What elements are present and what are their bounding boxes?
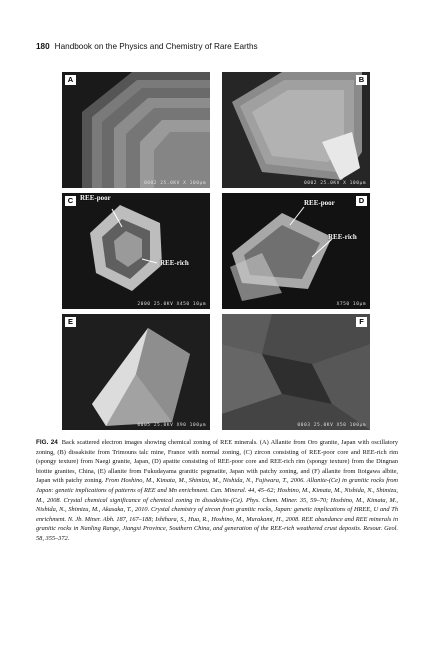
scale-bar-text: 0002 25.0KV X 100µm bbox=[303, 181, 366, 186]
panel-label: E bbox=[65, 317, 76, 327]
panel-e-micrograph bbox=[62, 314, 210, 430]
panel-b-micrograph bbox=[222, 72, 370, 188]
panel-d-image bbox=[222, 193, 370, 309]
running-header bbox=[36, 42, 396, 51]
caption-text: Back scattered electron images showing chemical zoning of REE minerals. (A) Allanite from Oro granite, Japan with oscillatory zoning, (B) dissakisite from Trimouns talc mine, France with normal zoning, (C) zircon consisting of REE-poor core and REE-rich rim (spongy texture) from Naegi granite, Japan, (D) apatite consisting of REE-poor core and REE-rich rim (spongy texture) from the Dingnan biotite granites, China, (E) allanite from Fukudayama granitic pegmatite, Japan with patchy zoning, and (F) allanite from Itoigawa albite, Japan with patchy zoning. bbox=[36, 439, 399, 485]
panel-label: F bbox=[356, 317, 367, 327]
scale-bar-text: 0002 25.0KV X 100µm bbox=[143, 181, 206, 186]
scale-bar-text: 0005 25.0KV X90 100µm bbox=[137, 423, 206, 428]
panel-f-image bbox=[222, 314, 370, 430]
annotation-ree-poor: REE-poor bbox=[80, 194, 111, 202]
annotation-ree-poor: REE-poor bbox=[304, 199, 335, 207]
panel-label: A bbox=[65, 75, 76, 85]
panel-f-micrograph bbox=[222, 314, 370, 430]
scale-bar-text: X750 10µm bbox=[336, 302, 366, 307]
panel-b-image bbox=[222, 72, 370, 188]
figure-label: FIG. 24 bbox=[36, 439, 58, 446]
panel-c-image bbox=[62, 193, 210, 309]
annotation-ree-rich: REE-rich bbox=[328, 233, 357, 241]
scale-bar-text: 0003 25.0KV X50 100µm bbox=[297, 423, 366, 428]
panel-a-image bbox=[62, 72, 210, 188]
scale-bar-text: 2000 25.0KV X450 10µm bbox=[137, 302, 206, 307]
annotation-ree-rich: REE-rich bbox=[160, 259, 189, 267]
panel-label: B bbox=[356, 75, 367, 85]
panel-c-micrograph bbox=[62, 193, 210, 309]
page-number: 180 bbox=[36, 42, 50, 51]
panel-label: D bbox=[356, 196, 367, 206]
panel-d-micrograph bbox=[222, 193, 370, 309]
panel-label: C bbox=[65, 196, 76, 206]
figure-caption bbox=[36, 438, 398, 544]
panel-a-micrograph bbox=[62, 72, 210, 188]
caption-references: From Hoshino, M., Kimata, M., Shimizu, M., Nishida, N., Fujiwara, T., 2006. Allanite-(Ce) in granitic rocks from Japan: genetic implications of patterns of REE and Mn enrichment. Can. Mineral. 44, 45–62; Hoshino, M., Kimata, M., Nishida, N., Shimizu, M., 2008. Crystal chemical significance of chemical zoning in dissakisite-(Ce). Phys. Chem. Miner. 35, 59–70; Hoshino, M., Kimata, M., Nishida, N., Shimizu, M., Akasaka, T., 2010. Crystal chemistry of zircon from granitic rocks, Japan: genetic implications of HREE, U and Th enrichment. N. Jb. Miner. Abh. 187, 167–188; Ishihara, S., Hua, R., Hoshino, M., Murakami, H., 2008. REE abundance and REE minerals in granitic rocks in Nanling Range, Jiangxi Province, Southern China, and generation of the REE-rich weathered crust deposits. Resour. Geol. 58, 355–372. bbox=[36, 477, 399, 542]
panel-e-image bbox=[62, 314, 210, 430]
running-title: Handbook on the Physics and Chemistry of Rare Earths bbox=[54, 42, 258, 51]
